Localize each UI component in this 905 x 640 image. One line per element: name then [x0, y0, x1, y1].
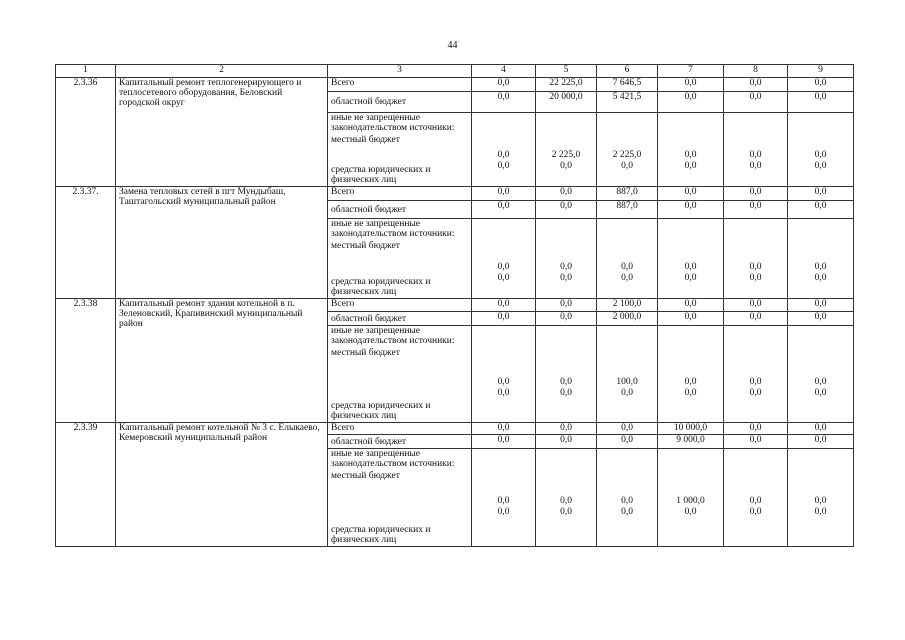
- local-value: 0,0: [621, 495, 633, 506]
- legal-value: 0,0: [597, 161, 658, 187]
- local-value-cell: [536, 219, 597, 273]
- local-value-cell: [597, 326, 658, 388]
- legal-value: 0,0: [788, 507, 854, 547]
- regional-value: 5 421,5: [597, 92, 658, 113]
- header-col-1: 1: [56, 65, 116, 78]
- local-value: 0,0: [814, 261, 827, 272]
- total-value: 22 225,0: [536, 78, 597, 92]
- total-value: 0,0: [472, 423, 536, 435]
- local-value: 0,0: [560, 376, 572, 387]
- regional-value: 0,0: [724, 312, 788, 326]
- local-value-cell: [472, 113, 536, 161]
- total-value: 0,0: [658, 299, 724, 312]
- local-value: 0,0: [814, 495, 827, 506]
- legal-value: 0,0: [788, 388, 854, 423]
- legal-value: 0,0: [597, 388, 658, 423]
- local-value: 0,0: [684, 149, 697, 160]
- regional-value: 0,0: [788, 201, 854, 219]
- source-legal-label: средства юридических и физических лиц: [328, 273, 472, 299]
- header-col-7: 7: [658, 65, 724, 78]
- item-code: 2.3.37.: [56, 187, 116, 299]
- local-value: 0,0: [749, 376, 762, 387]
- total-value: 0,0: [724, 187, 788, 201]
- local-value-cell: [536, 113, 597, 161]
- local-value: 0,0: [749, 495, 762, 506]
- source-regional-label: областной бюджет: [328, 201, 472, 219]
- total-value: 0,0: [788, 299, 854, 312]
- item-name: Капитальный ремонт здания котельной в п. Зеленовский, Крапивинский муниципальный район: [116, 299, 328, 423]
- legal-value: 0,0: [536, 161, 597, 187]
- total-value: 0,0: [658, 78, 724, 92]
- total-value: 0,0: [724, 423, 788, 435]
- local-value-cell: [472, 219, 536, 273]
- local-value: 1 000,0: [676, 495, 705, 506]
- regional-value: 9 000,0: [658, 435, 724, 449]
- source-regional-label: областной бюджет: [328, 312, 472, 326]
- total-value: 0,0: [472, 187, 536, 201]
- local-value: 2 225,0: [551, 149, 581, 160]
- legal-value: 0,0: [597, 507, 658, 547]
- item-code: 2.3.36: [56, 78, 116, 187]
- item-name: Замена тепловых сетей в пгт Мундыбаш, Таштагольский муниципальный район: [116, 187, 328, 299]
- regional-value: 0,0: [724, 92, 788, 113]
- local-value-cell: [788, 449, 854, 507]
- legal-value: 0,0: [658, 161, 724, 187]
- source-other-cell: [328, 326, 472, 388]
- regional-value: 0,0: [788, 92, 854, 113]
- regional-value: 0,0: [788, 312, 854, 326]
- local-value-cell: [536, 449, 597, 507]
- local-value-cell: [724, 449, 788, 507]
- local-value: 0,0: [814, 149, 827, 160]
- local-value-cell: [658, 449, 724, 507]
- header-col-6: 6: [597, 65, 658, 78]
- local-value: 0,0: [684, 376, 697, 387]
- source-local-label: местный бюджет: [331, 241, 400, 251]
- total-value: 0,0: [788, 78, 854, 92]
- regional-value: 0,0: [724, 435, 788, 449]
- legal-value: 0,0: [536, 388, 597, 423]
- legal-value: 0,0: [472, 273, 536, 299]
- regional-value: 0,0: [597, 435, 658, 449]
- source-local-label: местный бюджет: [331, 471, 400, 481]
- local-value-cell: [658, 113, 724, 161]
- total-value: 0,0: [788, 423, 854, 435]
- total-value: 887,0: [597, 187, 658, 201]
- source-other-label: иные не запрещенные законодательством источники:: [331, 219, 455, 239]
- local-value: 0,0: [814, 376, 827, 387]
- local-value: 0,0: [497, 495, 510, 506]
- local-value-cell: [597, 449, 658, 507]
- source-total-label: Всего: [328, 187, 472, 201]
- total-value: 0,0: [536, 187, 597, 201]
- local-value-cell: [724, 113, 788, 161]
- local-value-cell: [724, 326, 788, 388]
- total-value: 7 646,5: [597, 78, 658, 92]
- local-value-cell: [472, 326, 536, 388]
- legal-value: 0,0: [788, 161, 854, 187]
- table-row: [56, 423, 854, 435]
- legal-value: 0,0: [472, 388, 536, 423]
- regional-value: 0,0: [472, 312, 536, 326]
- source-total-label: Всего: [328, 423, 472, 435]
- regional-value: 0,0: [472, 92, 536, 113]
- source-other-cell: [328, 113, 472, 161]
- header-col-2: 2: [116, 65, 328, 78]
- source-other-label: иные не запрещенные законодательством источники:: [331, 113, 455, 133]
- item-code: 2.3.39: [56, 423, 116, 547]
- regional-value: 0,0: [658, 92, 724, 113]
- total-value: 2 100,0: [597, 299, 658, 312]
- header-col-8: 8: [724, 65, 788, 78]
- local-value-cell: [788, 326, 854, 388]
- total-value: 0,0: [597, 423, 658, 435]
- total-value: 0,0: [536, 423, 597, 435]
- legal-value: 0,0: [472, 507, 536, 547]
- header-col-3: 3: [328, 65, 472, 78]
- local-value: 100,0: [616, 376, 638, 387]
- local-value-cell: [788, 113, 854, 161]
- legal-value: 0,0: [724, 161, 788, 187]
- regional-value: 0,0: [658, 312, 724, 326]
- source-other-label: иные не запрещенные законодательством источники:: [331, 449, 455, 469]
- header-col-4: 4: [472, 65, 536, 78]
- legal-value: 0,0: [724, 388, 788, 423]
- page-number: 44: [447, 40, 458, 51]
- header-col-9: 9: [788, 65, 854, 78]
- regional-value: 0,0: [724, 201, 788, 219]
- local-value-cell: [597, 113, 658, 161]
- legal-value: 0,0: [597, 273, 658, 299]
- header-col-5: 5: [536, 65, 597, 78]
- local-value: 0,0: [684, 261, 697, 272]
- regional-value: 887,0: [597, 201, 658, 219]
- regional-value: 2 000,0: [597, 312, 658, 326]
- local-value-cell: [597, 219, 658, 273]
- local-value-cell: [658, 219, 724, 273]
- legal-value: 0,0: [788, 273, 854, 299]
- legal-value: 0,0: [724, 507, 788, 547]
- source-other-cell: [328, 449, 472, 507]
- table-row: [56, 299, 854, 312]
- total-value: 0,0: [724, 78, 788, 92]
- total-value: 0,0: [724, 299, 788, 312]
- regional-value: 0,0: [536, 201, 597, 219]
- local-value: 0,0: [497, 261, 510, 272]
- local-value: 0,0: [560, 495, 572, 506]
- local-value: 0,0: [560, 261, 572, 272]
- item-name: Капитальный ремонт теплогенерирующего и теплосетевого оборудования, Беловский городской округ: [116, 78, 328, 187]
- source-legal-label: средства юридических и физических лиц: [328, 161, 472, 187]
- regional-value: 20 000,0: [536, 92, 597, 113]
- legal-value: 0,0: [658, 273, 724, 299]
- total-value: 10 000,0: [658, 423, 724, 435]
- legal-value: 0,0: [536, 273, 597, 299]
- regional-value: 0,0: [536, 435, 597, 449]
- table-row: [56, 78, 854, 92]
- total-value: 0,0: [788, 187, 854, 201]
- item-code: 2.3.38: [56, 299, 116, 423]
- source-total-label: Всего: [328, 78, 472, 92]
- total-value: 0,0: [658, 187, 724, 201]
- regional-value: 0,0: [536, 312, 597, 326]
- budget-table: [55, 64, 854, 547]
- legal-value: 0,0: [658, 388, 724, 423]
- regional-value: 0,0: [472, 201, 536, 219]
- source-other-cell: [328, 219, 472, 273]
- local-value-cell: [536, 326, 597, 388]
- total-value: 0,0: [536, 299, 597, 312]
- local-value: 0,0: [497, 376, 510, 387]
- legal-value: 0,0: [536, 507, 597, 547]
- legal-value: 0,0: [472, 161, 536, 187]
- source-legal-label: средства юридических и физических лиц: [328, 388, 472, 423]
- total-value: 0,0: [472, 78, 536, 92]
- source-local-label: местный бюджет: [331, 348, 400, 358]
- regional-value: 0,0: [788, 435, 854, 449]
- local-value-cell: [788, 219, 854, 273]
- source-local-label: местный бюджет: [331, 135, 400, 145]
- source-total-label: Всего: [328, 299, 472, 312]
- local-value: 0,0: [749, 149, 762, 160]
- regional-value: 0,0: [472, 435, 536, 449]
- local-value: 2 225,0: [612, 149, 642, 160]
- legal-value: 0,0: [658, 507, 724, 547]
- local-value: 0,0: [749, 261, 762, 272]
- local-value-cell: [472, 449, 536, 507]
- local-value: 0,0: [497, 149, 510, 160]
- item-name: Капитальный ремонт котельной № 3 с. Елыкаево, Кемеровский муниципальный район: [116, 423, 328, 547]
- header-row: [56, 65, 854, 78]
- source-regional-label: областной бюджет: [328, 435, 472, 449]
- local-value: 0,0: [621, 261, 633, 272]
- regional-value: 0,0: [658, 201, 724, 219]
- source-regional-label: областной бюджет: [328, 92, 472, 113]
- legal-value: 0,0: [724, 273, 788, 299]
- total-value: 0,0: [472, 299, 536, 312]
- source-legal-label: средства юридических и физических лиц: [328, 507, 472, 547]
- local-value-cell: [658, 326, 724, 388]
- table-row: [56, 187, 854, 201]
- local-value-cell: [724, 219, 788, 273]
- source-other-label: иные не запрещенные законодательством источники:: [331, 326, 455, 346]
